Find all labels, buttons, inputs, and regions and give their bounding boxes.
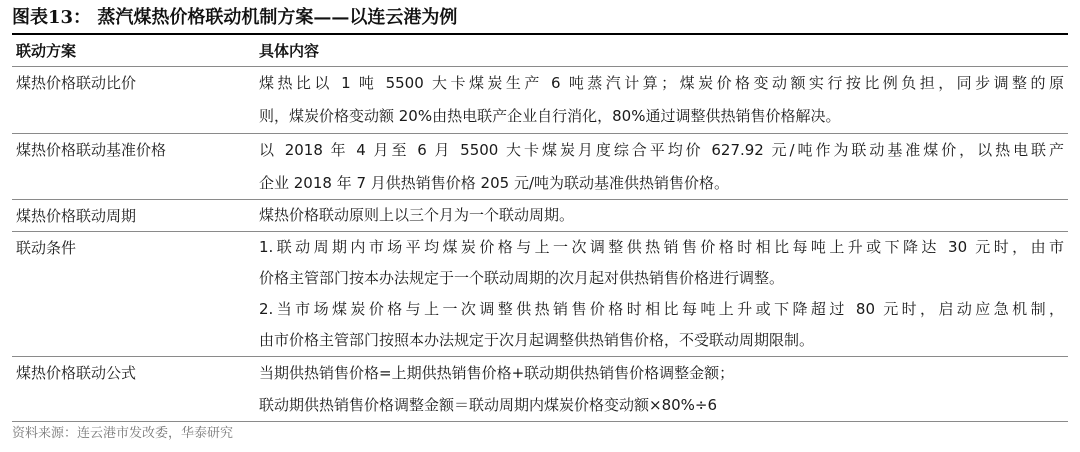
row-content bbox=[259, 232, 1064, 356]
row-label: 联动条件 bbox=[16, 239, 77, 257]
content-line: 企业 2018 年 7 月供热销售价格 205 元/吨为联动基准供热销售价格。 bbox=[259, 174, 730, 192]
content-line: 煤热价格联动原则上以三个月为一个联动周期。 bbox=[259, 206, 575, 224]
table-row bbox=[12, 357, 1068, 422]
header-content: 具体内容 bbox=[259, 42, 320, 60]
content-line: 价格主管部门按本办法规定于一个联动周期的次月起对供热销售价格进行调整。 bbox=[259, 269, 785, 287]
row-content bbox=[259, 357, 1064, 421]
table-row bbox=[12, 67, 1068, 134]
source-note: 资料来源：连云港市发改委，华泰研究 bbox=[12, 426, 234, 441]
row-label: 煤热价格联动公式 bbox=[16, 364, 137, 382]
header-scheme: 联动方案 bbox=[16, 42, 77, 60]
row-content bbox=[259, 134, 1064, 200]
table-row bbox=[12, 134, 1068, 200]
content-line: 煤热比以 1 吨 5500 大卡煤炭生产 6 吨蒸汽计算；煤炭价格变动额实行按比例负担，同步调整的原 bbox=[259, 74, 1064, 92]
row-content bbox=[259, 67, 1064, 133]
content-line: 以 2018 年 4 月至 6 月 5500 大卡煤炭月度综合平均价 627.92 元/吨作为联动基准煤价，以热电联产 bbox=[259, 141, 1064, 159]
row-label: 煤热价格联动基准价格 bbox=[16, 141, 167, 159]
content-line: 1.联动周期内市场平均煤炭价格与上一次调整供热销售价格时相比每吨上升或下降达 30 元时，由市 bbox=[259, 238, 1064, 256]
content-line: 由市价格主管部门按照本办法规定于次月起调整供热销售价格，不受联动周期限制。 bbox=[259, 331, 815, 349]
table-header bbox=[12, 36, 1068, 67]
table-title: 图表13： 蒸汽煤热价格联动机制方案——以连云港为例 bbox=[12, 5, 1068, 35]
content-line: 2.当市场煤炭价格与上一次调整供热销售价格时相比每吨上升或下降超过 80 元时，启动应急机制， bbox=[259, 300, 1064, 318]
table-row bbox=[12, 200, 1068, 232]
content-line: 则，煤炭价格变动额 20%由热电联产企业自行消化，80%通过调整供热销售价格解决。 bbox=[259, 107, 841, 125]
content-line: 当期供热销售价格=上期供热销售价格+联动期供热销售价格调整金额； bbox=[259, 364, 735, 382]
row-content bbox=[259, 200, 1064, 231]
table-row bbox=[12, 232, 1068, 357]
row-label: 煤热价格联动比价 bbox=[16, 74, 137, 92]
content-line: 联动期供热销售价格调整金额＝联动周期内煤炭价格变动额×80%÷6 bbox=[259, 396, 718, 414]
row-label: 煤热价格联动周期 bbox=[16, 207, 137, 225]
